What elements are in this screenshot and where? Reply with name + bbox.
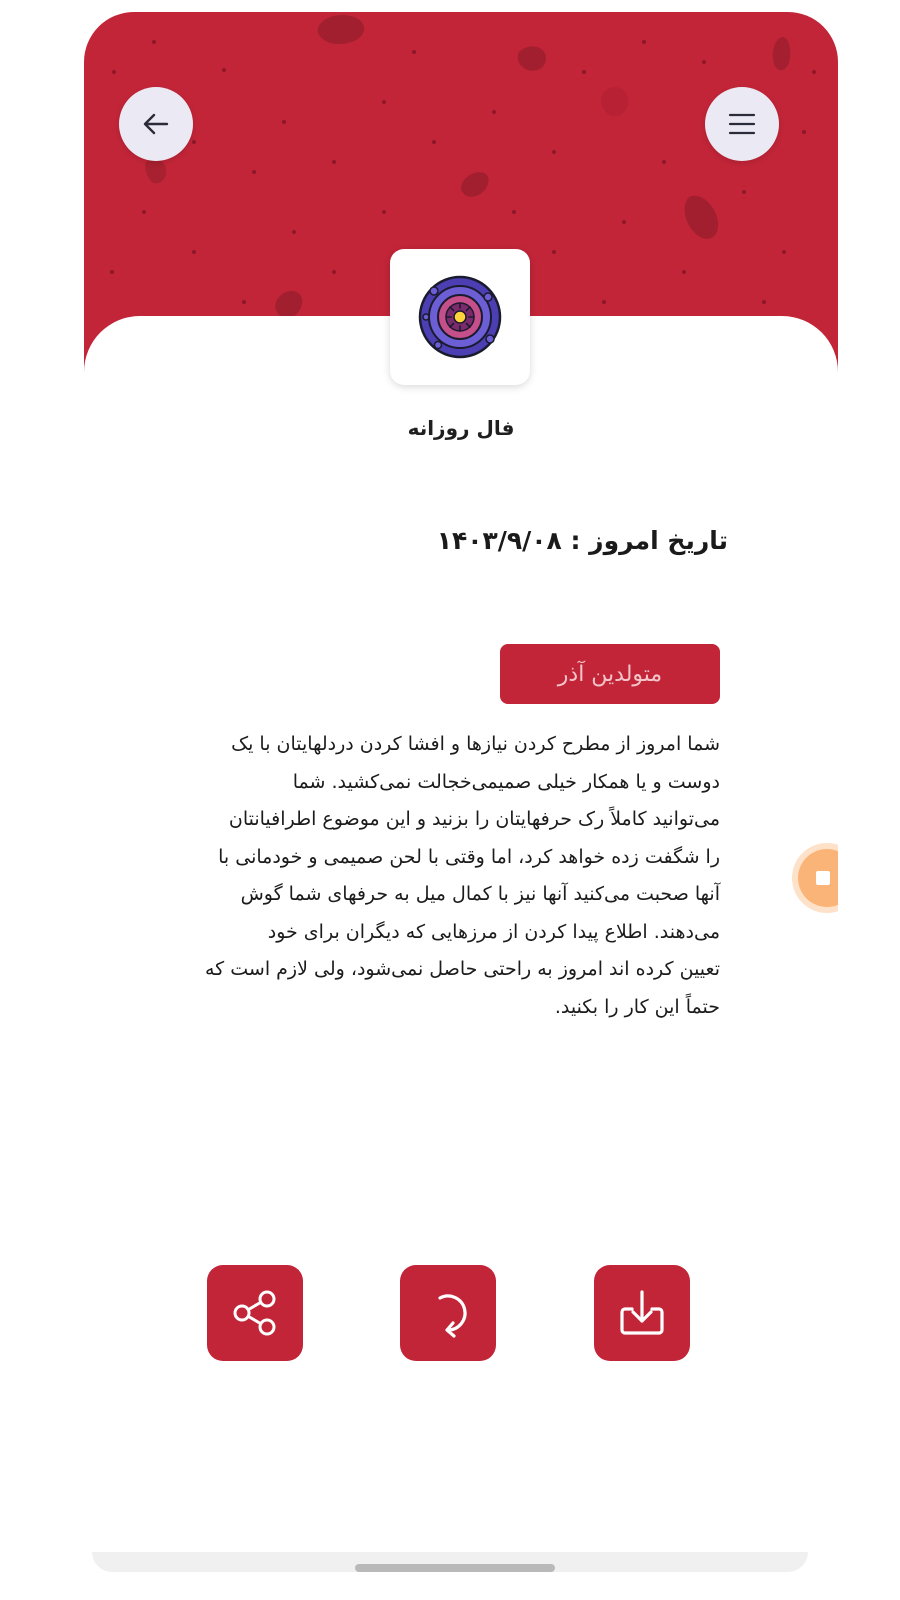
horoscope-line: دوست و یا همکار خیلی صمیمی‌خجالت نمی‌کشید. شما (292, 770, 720, 793)
horoscope-line: حتماً این کار را بکنید. (554, 995, 720, 1018)
app-screen (84, 12, 838, 1600)
floating-side-button[interactable] (792, 843, 838, 913)
app-logo-card (390, 249, 530, 385)
horoscope-line: شما امروز از مطرح کردن نیازها و افشا کردن دردلهایتان با یک (231, 733, 720, 755)
arrow-left-icon (141, 109, 171, 139)
horoscope-line: تعیین کرده اند امروز به راحتی حاصل نمی‌شود، ولی لازم است که (205, 958, 720, 980)
horoscope-line: می‌دهند. اطلاع پیدا کردن از مرزهایی که دیگران برای خود (267, 920, 720, 943)
side-square-icon (816, 871, 830, 885)
share-button[interactable] (207, 1265, 303, 1361)
page-title: فال روزانه (407, 416, 515, 440)
refresh-icon (422, 1287, 474, 1339)
download-button[interactable] (594, 1265, 690, 1361)
zodiac-sign-tag: متولدین آذر (500, 644, 720, 704)
share-icon (229, 1287, 281, 1339)
horoscope-line: آنها صحبت می‌کنید آنها نیز با کمال میل به حرفهای شما گوش (240, 883, 720, 905)
hamburger-menu-icon (727, 109, 757, 139)
menu-button[interactable] (705, 87, 779, 161)
today-date: تاریخ امروز : ۱۴۰۳/۹/۰۸ (436, 526, 728, 555)
galaxy-orbit-icon (412, 269, 508, 365)
horoscope-line: را شگفت زده خواهد کرد، اما وقتی با لحن صمیمی و خودمانی با (218, 845, 720, 868)
horoscope-line: می‌توانید کاملاً رک حرفهایتان را بزنید و این موضوع اطرافیانتان (228, 808, 720, 830)
horoscope-text (168, 726, 720, 1026)
download-icon (614, 1285, 670, 1341)
home-indicator[interactable] (355, 1564, 555, 1572)
back-button[interactable] (119, 87, 193, 161)
refresh-button[interactable] (400, 1265, 496, 1361)
